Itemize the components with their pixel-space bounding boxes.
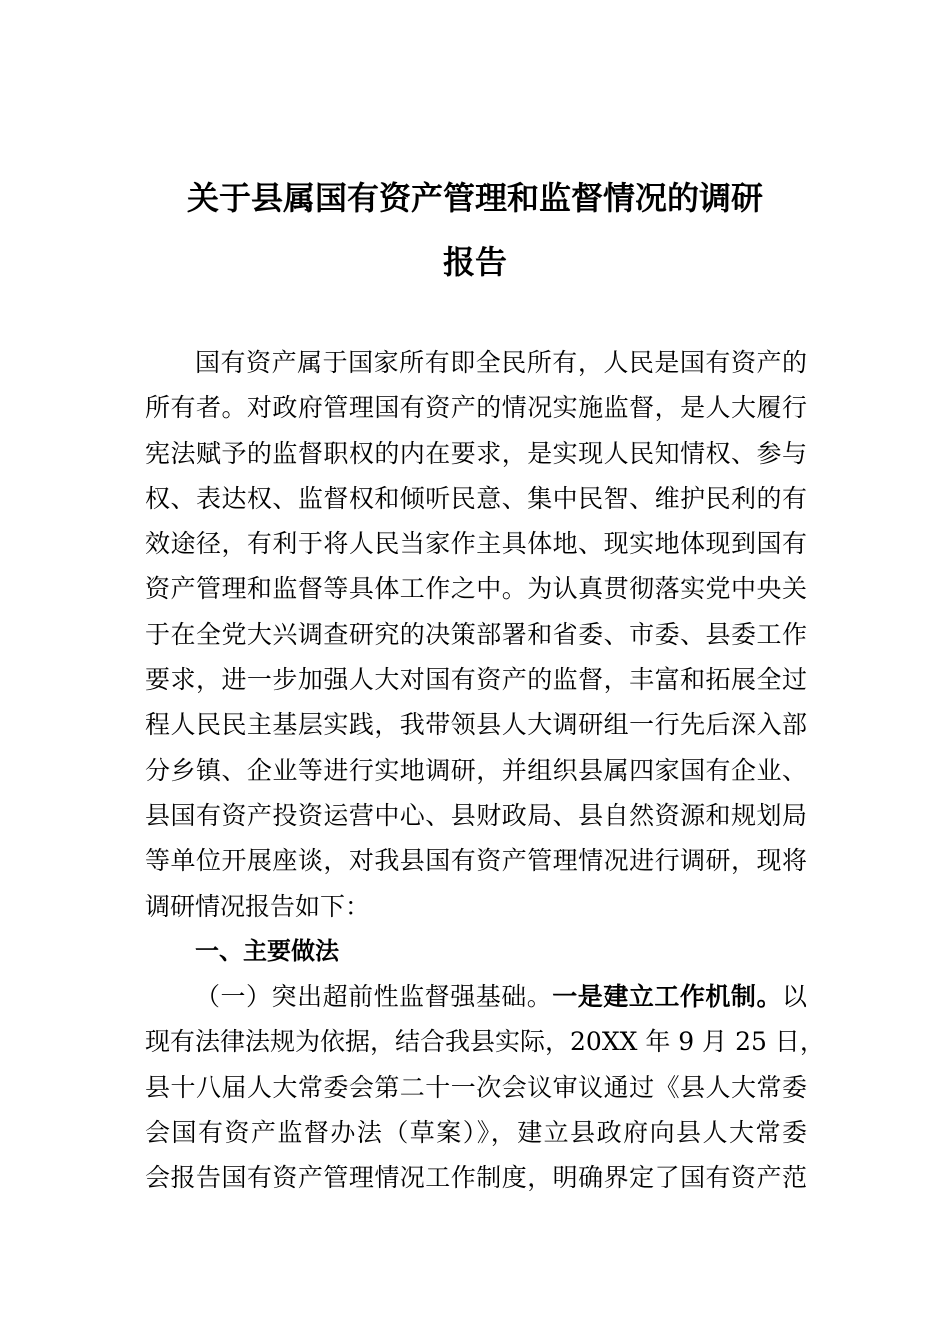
- subsection-bold-lead: 一是建立工作机制。: [552, 982, 782, 1012]
- document-title: [145, 166, 805, 294]
- paragraph-line: 要求，进一步加强人大对国有资产的监督，丰富和拓展全过: [145, 665, 807, 695]
- paragraph-line: 现有法律法规为依据，结合我县实际，20XX 年 9 月 25 日，: [145, 1027, 825, 1057]
- paragraph-line: 国有资产属于国家所有即全民所有，人民是国有资产的: [195, 348, 807, 377]
- paragraph-line: 县十八届人大常委会第二十一次会议审议通过《县人大常委: [145, 1072, 807, 1102]
- paragraph-line: 于在全党大兴调查研究的决策部署和省委、市委、县委工作: [145, 619, 807, 649]
- subsection-text: 以: [781, 982, 807, 1012]
- paragraph-line: 调研情况报告如下：: [145, 891, 371, 921]
- subsection-line: [145, 974, 807, 1019]
- paragraph-line: 程人民民主基层实践，我带领县人大调研组一行先后深入部: [145, 710, 807, 740]
- section-heading: 一、主要做法: [195, 936, 339, 965]
- paragraph-line: 会报告国有资产管理情况工作制度，明确界定了国有资产范: [145, 1163, 807, 1193]
- document-body: [145, 340, 825, 1201]
- paragraph-line: 分乡镇、企业等进行实地调研，并组织县属四家国有企业、: [145, 755, 807, 785]
- title-line-2: 报告: [442, 243, 507, 281]
- paragraph-line: 等单位开展座谈，对我县国有资产管理情况进行调研，现将: [145, 846, 807, 876]
- title-line-1: 关于县属国有资产管理和监督情况的调研: [186, 179, 763, 217]
- paragraph-line: 权、表达权、监督权和倾听民意、集中民智、维护民利的有: [145, 483, 807, 513]
- paragraph-line: 宪法赋予的监督职权的内在要求，是实现人民知情权、参与: [145, 438, 807, 468]
- paragraph-line: 所有者。对政府管理国有资产的情况实施监督，是人大履行: [145, 393, 807, 423]
- paragraph-line: 资产管理和监督等具体工作之中。为认真贯彻落实党中央关: [145, 574, 807, 604]
- paragraph-line: 效途径，有利于将人民当家作主具体地、现实地体现到国有: [145, 529, 807, 559]
- paragraph-line: 会国有资产监督办法（草案）》，建立县政府向县人大常委: [145, 1118, 807, 1148]
- subsection-label: （一）突出超前性监督强基础。: [195, 982, 553, 1012]
- paragraph-line: 县国有资产投资运营中心、县财政局、县自然资源和规划局: [145, 800, 807, 830]
